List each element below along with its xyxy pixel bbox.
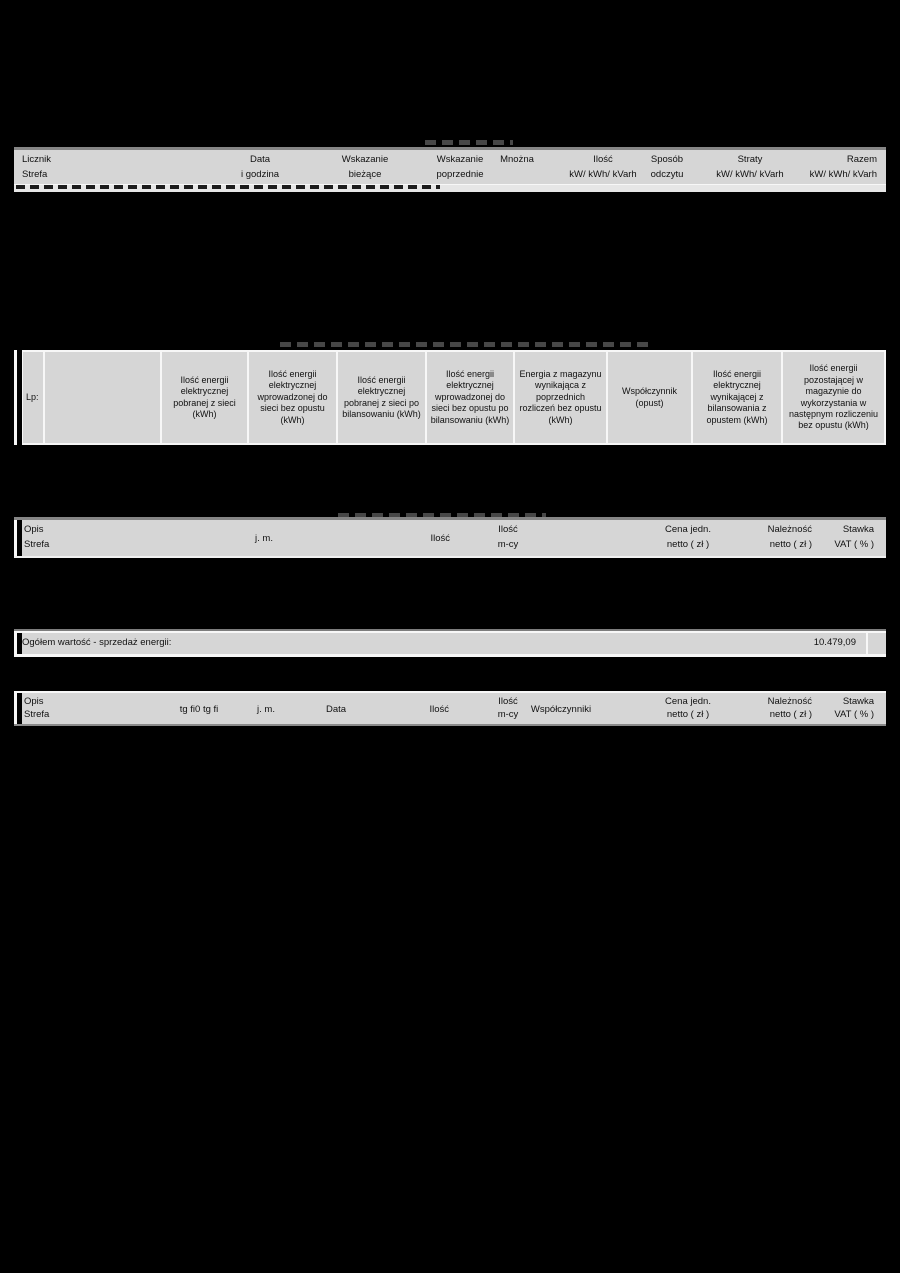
column-label: Strefa <box>22 169 48 180</box>
energy-balance-header <box>14 350 886 445</box>
column-label: Energia z magazynu wynikająca z poprzednich rozliczeń bez opustu (kWh) <box>519 368 602 425</box>
cell-wynikajacej-z-bilansowania <box>693 352 781 443</box>
column-label: Ilość energii elektrycznej pobranej z sieci (kWh) <box>173 374 236 419</box>
column-label: Wskazanie <box>341 154 389 165</box>
energy-sales-total-row <box>14 629 886 657</box>
cell-wprowadzonej-po-bilansowaniu <box>427 352 513 443</box>
column-label: Opis <box>24 524 44 535</box>
column-label: odczytu <box>650 169 684 180</box>
column-label: poprzednie <box>436 169 484 180</box>
column-label: Ilość energii elektrycznej wprowadzonej do sieci bez opustu (kWh) <box>257 368 328 425</box>
column-label: Sposób <box>650 154 684 165</box>
column-label: bieżące <box>348 169 382 180</box>
column-label: Ilość <box>429 703 449 715</box>
column-label: Data <box>249 154 271 165</box>
column-label: Straty <box>737 154 763 165</box>
column-label: netto ( zł ) <box>769 539 812 550</box>
column-label: j. m. <box>257 703 275 715</box>
column-ilosc-mcy <box>458 520 558 556</box>
column-label: Strefa <box>24 539 50 550</box>
distribution-table <box>14 691 886 726</box>
total-label: Ogółem wartość - sprzedaż energii: <box>22 637 172 648</box>
cell-blank <box>45 352 160 443</box>
column-licznik-strefa <box>22 150 222 184</box>
column-label: Opis <box>24 696 44 707</box>
column-label: Mnożna <box>500 154 534 165</box>
left-border-gap <box>17 350 22 445</box>
column-label: m-cy <box>497 539 519 550</box>
cell-pobranej-z-sieci <box>162 352 247 443</box>
column-label: Razem <box>846 154 877 165</box>
column-label: Ilość energii elektrycznej pobranej z sieci po bilansowaniu (kWh) <box>342 374 421 419</box>
cell-lp <box>23 352 43 443</box>
column-label: Należność <box>767 696 812 707</box>
column-label: tg fi0 tg fi <box>179 703 219 715</box>
column-label: j. m. <box>255 533 273 544</box>
row-label: Lp: <box>26 391 39 402</box>
column-label: Wskazanie <box>436 154 484 165</box>
column-label: Cena jedn. <box>665 524 711 535</box>
column-label: i godzina <box>240 169 280 180</box>
column-label: netto ( zł ) <box>769 709 812 720</box>
column-ilosc <box>349 693 449 724</box>
left-border-gap <box>17 520 22 556</box>
column-wskazanie-biezace <box>315 150 415 184</box>
column-razem <box>757 150 877 184</box>
cell-energia-z-magazynu <box>515 352 606 443</box>
value-cell-separator <box>866 633 868 654</box>
column-wspolczynniki <box>501 693 621 724</box>
column-label: Ilość <box>498 524 518 535</box>
column-label: Cena jedn. <box>665 696 711 707</box>
column-label: Stawka <box>842 696 874 707</box>
cell-wspolczynnik-opust <box>608 352 691 443</box>
column-label: kW/ kWh/ kVarh <box>716 169 784 180</box>
left-border-gap <box>17 633 22 654</box>
column-label: VAT ( % ) <box>834 709 874 720</box>
column-opis-strefa <box>24 693 154 724</box>
column-label: Współczynnik (opust) <box>621 386 677 408</box>
column-label: Ilość <box>430 533 450 544</box>
column-label: kW/ kWh/ kVarh <box>569 169 637 180</box>
total-row <box>14 631 886 657</box>
clipped-title-readings <box>425 140 513 145</box>
column-stawka-vat <box>784 693 874 724</box>
total-value: 10.479,09 <box>813 637 856 648</box>
column-ilosc <box>350 520 450 556</box>
cell-wprowadzonej-bez-opustu <box>249 352 336 443</box>
left-border-gap <box>17 693 22 724</box>
clipped-row-text <box>16 185 440 189</box>
column-data-godzina <box>215 150 305 184</box>
energy-sales-header <box>14 520 886 558</box>
column-label: Data <box>325 703 347 715</box>
cell-pozostajacej-w-magazynie <box>783 352 884 443</box>
column-label: m-cy <box>497 709 519 720</box>
clipped-title-balancing <box>280 342 648 347</box>
column-stawka-vat <box>784 520 874 556</box>
column-label: Ilość <box>498 696 518 707</box>
energy-balance-table <box>14 350 886 445</box>
column-label: Ilość energii pozostającej w magazynie do wykorzystania w następnym rozliczeniu bez opustu (kWh) <box>788 363 879 431</box>
meter-readings-header <box>14 150 886 185</box>
distribution-header <box>14 693 886 724</box>
column-mnozna <box>487 150 547 184</box>
column-label: netto ( zł ) <box>666 539 710 550</box>
column-label: Należność <box>767 524 812 535</box>
meter-readings-table <box>14 147 886 192</box>
column-label: Licznik <box>22 154 52 165</box>
clipped-data-row <box>14 185 886 192</box>
column-jm <box>214 520 314 556</box>
column-label: Strefa <box>24 709 50 720</box>
column-label: netto ( zł ) <box>666 709 710 720</box>
energy-sales-table <box>14 517 886 558</box>
column-label: Ilość energii elektrycznej wprowadzonej do sieci bez opustu po bilansowaniu (kWh) <box>430 368 510 425</box>
column-label: Ilość <box>593 154 613 165</box>
column-opis-strefa <box>24 520 224 556</box>
column-label: Stawka <box>842 524 874 535</box>
column-label: kW/ kWh/ kVarh <box>809 169 877 180</box>
cell-pobranej-po-bilansowaniu <box>338 352 425 443</box>
column-label: Współczynniki <box>530 703 592 715</box>
column-label: Ilość energii elektrycznej wynikającej z bilansowania z opustem (kWh) <box>706 368 768 425</box>
column-label: VAT ( % ) <box>834 539 874 550</box>
